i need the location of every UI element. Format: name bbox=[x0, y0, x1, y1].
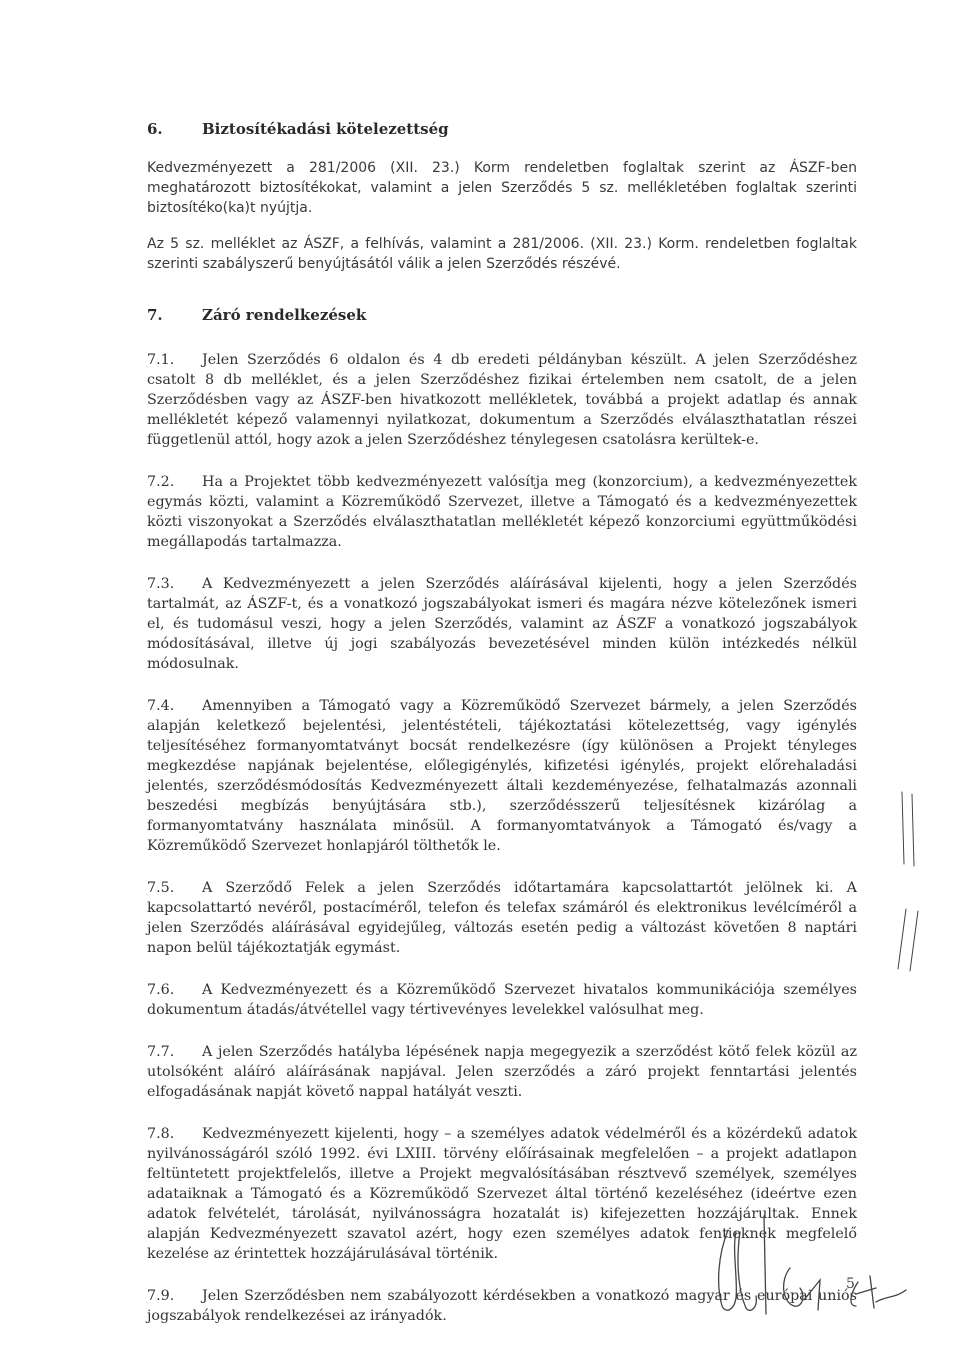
clause-text: Amennyiben a Támogató vagy a Közreműködő Szervezet bármely, a jelen Szerződés alapján keletkező bejelentési, jelentéstételi, tájékoztatási kötelezettség, vagy igénylés teljesítéséhez formanyomtatványt bocsát rendelkezésre (így különösen a Projekt tényleges megkezdése napjának bejelentése, előlegigénylés, kifizetési igénylés, projekt előrehaladási jelentés, szerződésmódosítás Kedvezményezett általi kezdeményezése, felhatalmazás azonnali beszedési megbízás benyújtására stb.), szerződésszerű teljesítésnek kizárólag a formanyomtatvány használata minősül. A formanyomtatványok a Támogató és/vagy a Közreműködő Szervezet honlapjáról tölthetők le. bbox=[147, 698, 857, 854]
clause-7-5 bbox=[147, 878, 857, 958]
clause-number: 7.5. bbox=[147, 880, 175, 896]
clause-7-4 bbox=[147, 696, 857, 856]
section-7-title: Záró rendelkezések bbox=[202, 306, 367, 324]
clause-number: 7.1. bbox=[147, 352, 175, 368]
margin-mark-lines bbox=[890, 790, 930, 870]
clause-text: Jelen Szerződésben nem szabályozott kérdésekben a vonatkozó magyar és európai uniós jogszabályok rendelkezései az irányadók. bbox=[147, 1288, 857, 1324]
clause-text: A Kedvezményezett a jelen Szerződés aláírásával kijelenti, hogy a jelen Szerződés tartalmát, az ÁSZF-t, és a vonatkozó jogszabályokat ismeri és magára nézve kötelezőnek ismeri el, és tudomásul veszi, hogy a jelen Szerződés, valamint az ÁSZF a vonatkozó jogszabályok módosításával, illetve új jogi szabályozás bevezetésével minden külön intézkedés nélkül módosulnak. bbox=[147, 576, 857, 672]
clause-number: 7.3. bbox=[147, 576, 175, 592]
section-7-heading bbox=[147, 304, 857, 326]
clause-number: 7.2. bbox=[147, 474, 175, 490]
margin-mark-slashes bbox=[890, 905, 930, 975]
section-6-number: 6. bbox=[147, 120, 163, 138]
page-number: 5 bbox=[846, 1276, 855, 1292]
clause-text: A Kedvezményezett és a Közreműködő Szervezet hivatalos kommunikációja személyes dokumentum átadás/átvétellel vagy tértivevényes levelekkel valósulhat meg. bbox=[147, 982, 857, 1018]
clause-number: 7.6. bbox=[147, 982, 175, 998]
clause-number: 7.4. bbox=[147, 698, 175, 714]
clause-7-1 bbox=[147, 350, 857, 450]
clause-number: 7.7. bbox=[147, 1044, 175, 1060]
clause-text: Ha a Projektet több kedvezményezett valósítja meg (konzorcium), a kedvezményezettek egymás közti, valamint a Közreműködő Szervezet, illetve a Támogató és a kedvezményezettek közti viszonyokat a Szerződés elválaszthatatlan mellékletét képező konzorciumi együttműködési megállapodás tartalmazza. bbox=[147, 474, 857, 550]
section-7-number: 7. bbox=[147, 306, 163, 324]
signature-initials bbox=[700, 1210, 920, 1320]
section-6-heading bbox=[147, 118, 857, 140]
clause-7-3 bbox=[147, 574, 857, 674]
clause-text: A Szerződő Felek a jelen Szerződés időtartamára kapcsolattartót jelölnek ki. A kapcsolattartó nevéről, postacíméről, telefon és telefax számáról és elektronikus levélcíméről a jelen Szerződés aláírásával egyidejűleg, változás esetén pedig a változást követően 8 naptári napon belül tájékoztatják egymást. bbox=[147, 880, 857, 956]
clause-7-6 bbox=[147, 980, 857, 1020]
clause-7-2 bbox=[147, 472, 857, 552]
clause-7-7 bbox=[147, 1042, 857, 1102]
section-6-paragraph-1: Kedvezményezett a 281/2006 (XII. 23.) Korm rendeletben foglaltak szerint az ÁSZF-ben meghatározott biztosítékokat, valamint a jelen Szerződés 5 sz. mellékletében foglaltak szerinti biztosítéko(ka)t nyújtja. bbox=[147, 160, 857, 216]
clause-number: 7.9. bbox=[147, 1288, 175, 1304]
section-6-title: Biztosítékadási kötelezettség bbox=[202, 120, 449, 138]
clause-number: 7.8. bbox=[147, 1126, 175, 1142]
clause-text: Kedvezményezett kijelenti, hogy – a személyes adatok védelméről és a közérdekű adatok nyilvánosságáról szóló 1992. évi LXIII. törvény előírásainak megfelelően – a projekt adatlapon feltüntetett projektfelelős, illetve a Projekt megvalósításában résztvevő személyek, személyes adataiknak a Támogató és a Közreműködő Szervezet által történő kezeléséhez (ideértve ezen adatok felvételét, tárolását, nyilvánosságra hozatalát is) kifejezetten hozzájárultak. Ennek alapján Kedvezményezett szavatol azért, hogy ezen személyes adatok fentieknek megfelelő kezelése az érintettek hozzájárulásával történik. bbox=[147, 1126, 857, 1262]
clause-text: A jelen Szerződés hatályba lépésének napja megegyezik a szerződést kötő felek közül az utolsóként aláíró aláírásának napjával. Jelen szerződés a záró projekt fenntartási jelentés elfogadásának napját követő nappal hatályát veszti. bbox=[147, 1044, 857, 1100]
section-6-paragraph-2: Az 5 sz. melléklet az ÁSZF, a felhívás, valamint a 281/2006. (XII. 23.) Korm. rendeletben foglaltak szerinti szabályszerű benyújtásától válik a jelen Szerződés részévé. bbox=[147, 236, 857, 272]
document-body bbox=[147, 118, 857, 1348]
clause-text: Jelen Szerződés 6 oldalon és 4 db eredeti példányban készült. A jelen Szerződéshez csatolt 8 db melléklet, és a jelen Szerződéshez fizikai értelemben nem csatolt, de a jelen Szerződésben vagy az ÁSZF-ben hivatkozott mellékletek, továbbá a projekt adatlap és annak mellékletét képező valamennyi nyilatkozat, dokumentum a Szerződés elválaszthatatlan részei függetlenül attól, hogy azok a jelen Szerződéshez ténylegesen csatolásra kerültek-e. bbox=[147, 352, 857, 448]
